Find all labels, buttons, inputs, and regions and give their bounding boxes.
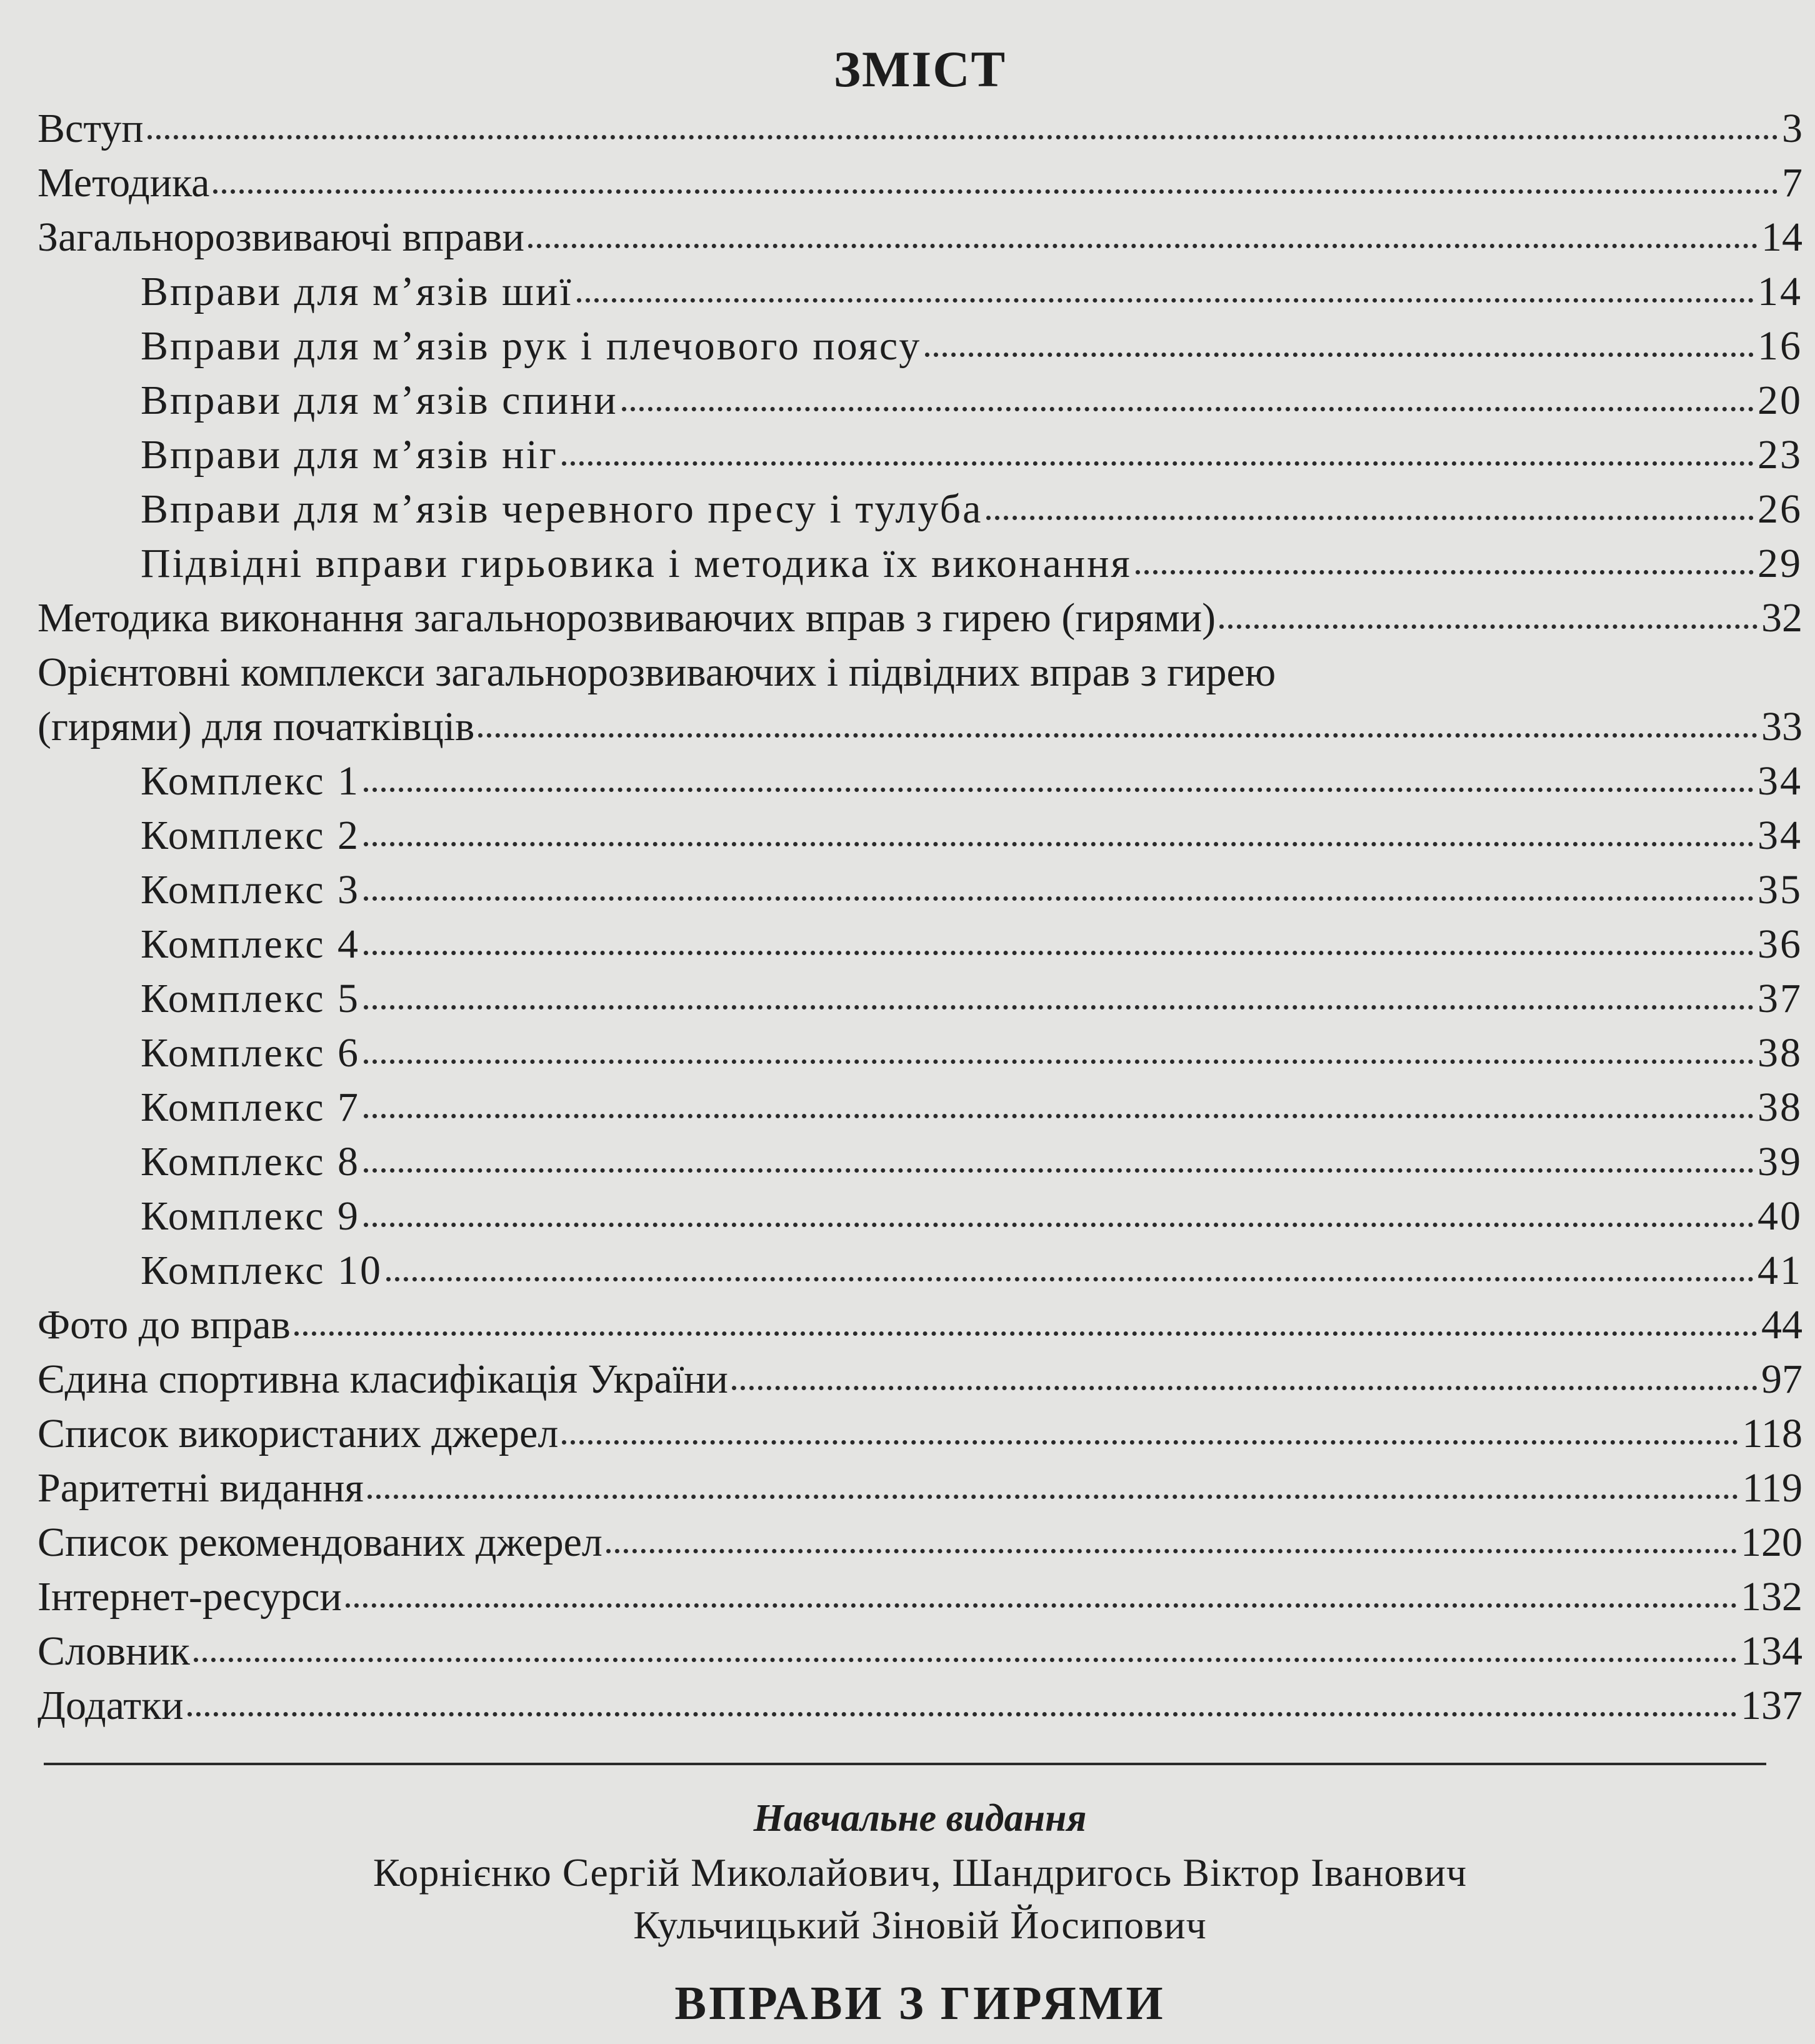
toc-entry-label: Комплекс 8: [141, 1139, 361, 1185]
leader-dots: [925, 353, 1754, 357]
toc-page-number: 34: [1758, 813, 1802, 858]
toc-page-number: 16: [1758, 323, 1802, 369]
toc-entry-label: Словник: [38, 1628, 190, 1674]
toc-entry-label: Комплекс 2: [141, 813, 361, 858]
toc-entry-kompleks-3: [38, 863, 1802, 917]
toc-page-number: 97: [1761, 1356, 1802, 1402]
leader-dots: [368, 1495, 1739, 1499]
toc-entry-label: Додатки: [38, 1683, 184, 1728]
toc-page-number: 137: [1741, 1683, 1802, 1728]
toc-entry-rarytetni: [38, 1461, 1802, 1515]
toc-page-number: 40: [1758, 1193, 1802, 1239]
toc-entry-zahalnorozvyvaiuchi: [38, 210, 1802, 264]
toc-entry-label: Раритетні видання: [38, 1465, 364, 1511]
toc-entry-label: Вправи для м’язів рук і плечового поясу: [141, 323, 922, 369]
toc-entry-ruk: [38, 319, 1802, 373]
toc-page-number: 118: [1742, 1411, 1802, 1456]
toc-entry-label: Комплекс 7: [141, 1085, 361, 1130]
toc-entry-internet-resursy: [38, 1570, 1802, 1624]
toc-page-number: 29: [1758, 541, 1802, 586]
authors-line-1: Корнієнко Сергій Миколайович, Шандригось Віктор Іванович: [372, 1850, 1468, 1895]
toc-entry-presu: [38, 482, 1802, 536]
leader-dots: [622, 407, 1754, 411]
toc-entry-spyny: [38, 373, 1802, 428]
toc-page-number: 3: [1782, 106, 1802, 151]
toc-page-number: 44: [1761, 1302, 1802, 1348]
book-title: ВПРАВИ З ГИРЯМИ: [674, 1977, 1166, 2030]
leader-dots: [346, 1603, 1737, 1608]
leader-dots: [364, 1005, 1754, 1009]
toc-entry-label: Комплекс 1: [141, 758, 361, 804]
toc-page-number: 120: [1741, 1520, 1802, 1565]
toc-entry-vstup: [38, 101, 1802, 156]
leader-dots: [213, 189, 1778, 194]
toc-entry-oriientovni: [38, 645, 1802, 754]
leader-dots: [364, 951, 1754, 955]
leader-dots: [364, 1223, 1754, 1227]
toc-page-number: 23: [1758, 432, 1802, 478]
toc-page-number: 35: [1758, 867, 1802, 913]
toc-page-number: 33: [1761, 704, 1802, 749]
toc-page-number: 14: [1761, 214, 1802, 260]
toc-page-number: 32: [1761, 595, 1802, 641]
leader-dots: [386, 1277, 1754, 1281]
toc-entry-kompleks-2: [38, 808, 1802, 863]
toc-entry-label: Комплекс 4: [141, 921, 361, 967]
toc-entry-nih: [38, 428, 1802, 482]
leader-dots: [562, 461, 1754, 466]
toc-entry-label: Методика: [38, 160, 210, 206]
toc-page-number: 20: [1758, 378, 1802, 423]
toc-page-number: 38: [1758, 1085, 1802, 1130]
toc-entry-label: Методика виконання загальнорозвиваючих вправ з гирею (гирями): [38, 595, 1216, 641]
toc-page-number: 14: [1758, 269, 1802, 314]
toc-entry-metodyka: [38, 156, 1802, 210]
leader-dots: [986, 516, 1754, 520]
toc-entry-label: Вправи для м’язів черевного пресу і тулуба: [141, 486, 983, 532]
toc-entry-kompleks-5: [38, 971, 1802, 1026]
toc-entry-label: Список використаних джерел: [38, 1411, 559, 1456]
leader-dots: [364, 1114, 1754, 1118]
toc-entry-shyi: [38, 264, 1802, 319]
leader-dots: [364, 1060, 1754, 1064]
toc-entry-label: Комплекс 6: [141, 1030, 361, 1076]
leader-dots: [364, 896, 1754, 901]
toc-entry-label: Фото до вправ: [38, 1302, 291, 1348]
toc-entry-metodyka-vykonannia: [38, 591, 1802, 645]
leader-dots: [528, 244, 1758, 248]
toc-entry-label: Загальнорозвиваючі вправи: [38, 214, 524, 260]
leader-dots: [148, 135, 1778, 139]
toc-page-number: 39: [1758, 1139, 1802, 1185]
leader-dots: [732, 1386, 1758, 1390]
leader-dots: [606, 1549, 1737, 1553]
toc-entry-kompleks-10: [38, 1243, 1802, 1298]
toc-entry-dodatky: [38, 1678, 1802, 1733]
toc-entry-foto: [38, 1298, 1802, 1352]
toc-page-number: 34: [1758, 758, 1802, 804]
toc-entry-label: Єдина спортивна класифікація України: [38, 1356, 728, 1402]
leader-dots: [1136, 570, 1754, 574]
leader-dots: [577, 298, 1754, 303]
leader-dots: [478, 733, 1758, 738]
leader-dots: [194, 1658, 1737, 1662]
toc-entry-kompleks-8: [38, 1135, 1802, 1189]
toc-page-number: 38: [1758, 1030, 1802, 1076]
toc-page-number: 41: [1758, 1248, 1802, 1293]
toc-page-number: 132: [1741, 1574, 1802, 1620]
toc-entry-label: Комплекс 10: [141, 1248, 383, 1293]
toc-entry-pidvidni: [38, 536, 1802, 591]
toc-entry-label: Вправи для м’язів шиї: [141, 269, 573, 314]
divider-rule: [44, 1763, 1766, 1765]
toc-entry-rekomendovani-dzherela: [38, 1515, 1802, 1570]
toc-entry-label: Вступ: [38, 106, 144, 151]
toc-entry-label: Комплекс 3: [141, 867, 361, 913]
toc-entry-label: Список рекомендованих джерел: [38, 1520, 602, 1565]
toc-entry-kompleks-9: [38, 1189, 1802, 1243]
toc-page-number: 134: [1741, 1628, 1802, 1674]
toc-page-number: 37: [1758, 976, 1802, 1021]
toc-title: ЗМІСТ: [833, 41, 1007, 98]
toc-entry-vykorystani-dzherela: [38, 1406, 1802, 1461]
toc-page-number: 26: [1758, 486, 1802, 532]
imprint: [38, 1790, 1802, 2031]
leader-dots: [562, 1440, 1738, 1445]
toc-entry-label: Вправи для м’язів ніг: [141, 432, 558, 478]
toc-entry-kompleks-6: [38, 1026, 1802, 1080]
authors-line-2: Кульчицький Зіновій Йосипович: [633, 1903, 1207, 1947]
toc-entry-klasyfikatsiia: [38, 1352, 1802, 1406]
toc-entry-kompleks-4: [38, 917, 1802, 971]
toc-entry-label: Комплекс 9: [141, 1193, 361, 1239]
toc-entry-kompleks-7: [38, 1080, 1802, 1135]
table-of-contents: [38, 101, 1802, 1733]
toc-page-number: 119: [1742, 1465, 1802, 1511]
leader-dots: [1219, 624, 1758, 629]
leader-dots: [364, 788, 1754, 792]
edition-type: Навчальне видання: [753, 1797, 1087, 1840]
leader-dots: [364, 1168, 1754, 1173]
toc-entry-label: Підвідні вправи гирьовика і методика їх виконання: [141, 541, 1132, 586]
toc-entry-label-line1: Орієнтовні комплекси загальнорозвиваючих і підвідних вправ з гирею: [38, 649, 1276, 695]
toc-entry-kompleks-1: [38, 754, 1802, 808]
toc-entry-label: Вправи для м’язів спини: [141, 378, 618, 423]
toc-entry-label-line2: (гирями) для початківців: [38, 704, 475, 749]
leader-dots: [364, 842, 1754, 846]
toc-entry-label: Інтернет-ресурси: [38, 1574, 342, 1620]
leader-dots: [294, 1331, 1758, 1336]
toc-entry-slovnyk: [38, 1624, 1802, 1678]
toc-entry-label: Комплекс 5: [141, 976, 361, 1021]
leader-dots: [188, 1712, 1737, 1716]
toc-page-number: 36: [1758, 921, 1802, 967]
toc-page-number: 7: [1782, 160, 1802, 206]
